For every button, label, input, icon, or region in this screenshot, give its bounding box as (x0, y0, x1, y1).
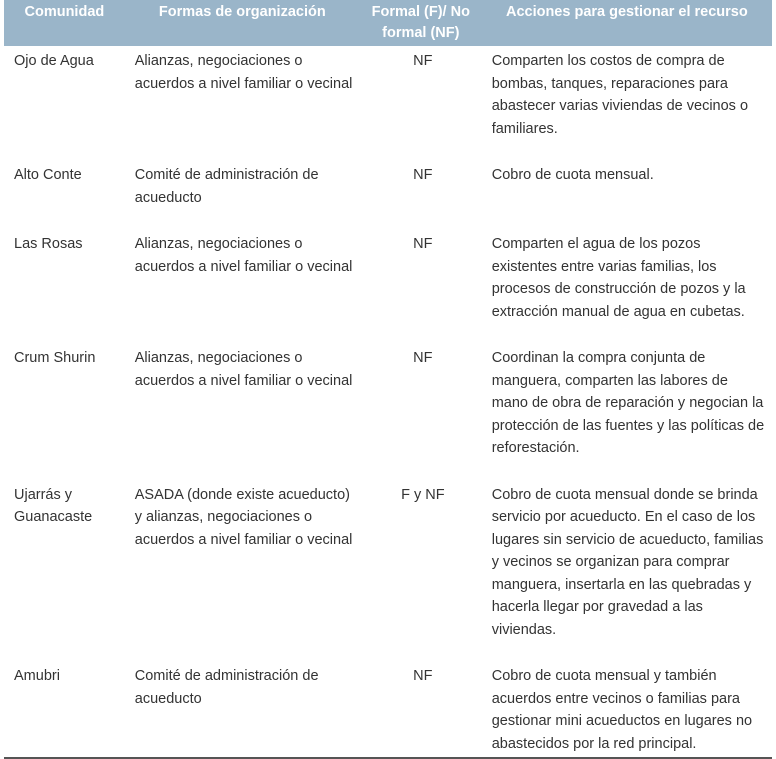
cell-formas: Alianzas, negociaciones o acuerdos a nivel familiar o vecinal (134, 350, 353, 389)
cell-comunidad: Alto Conte (14, 167, 82, 183)
table-row (4, 480, 772, 662)
header-formas: Formas de organización (125, 0, 360, 46)
cell-acciones: Cobro de cuota mensual. (491, 167, 654, 183)
cell-formas: ASADA (donde existe acueducto) y alianzas, negociaciones o acuerdos a nivel familiar o vecinal (134, 486, 353, 548)
header-row (4, 0, 772, 46)
cell-comunidad: Ujarrás y Guanacaste (14, 486, 93, 525)
cell-formas: Alianzas, negociaciones o acuerdos a nivel familiar o vecinal (134, 236, 353, 275)
table-body (4, 46, 772, 758)
cell-acciones: Cobro de cuota mensual y también acuerdos entre vecinos o familias para gestionar mini acueductos en lugares no abastecidos por la red principal. (482, 661, 772, 758)
cell-formal: NF (413, 167, 433, 183)
cell-acciones: Coordinan la compra conjunta de manguera, comparten las labores de mano de obra de reparación y negocian la protección de las fuentes y las políticas de reforestación. (491, 350, 765, 456)
table-row (4, 343, 772, 480)
table-row (4, 229, 772, 343)
table-header (4, 0, 772, 46)
cell-comunidad: Crum Shurin (14, 350, 96, 366)
cell-comunidad: Ojo de Agua (14, 53, 94, 69)
cell-formal: F y NF (401, 486, 445, 503)
organization-table (4, 0, 772, 759)
cell-formas: Comité de administración de acueducto (125, 661, 360, 758)
cell-formal: NF (413, 236, 433, 252)
cell-acciones: Cobro de cuota mensual donde se brinda servicio por acueducto. En el caso de los lugares sin servicio de acueducto, familias y vecinos se organizan para comprar manguera, insertarla en las quebradas y hacerla llegar por gravedad a las viviendas. (491, 486, 764, 638)
cell-formal: NF (360, 661, 482, 758)
table-row (4, 160, 772, 229)
cell-comunidad: Amubri (4, 661, 125, 758)
header-acciones: Acciones para gestionar el recurso (482, 0, 772, 46)
table-row (4, 46, 772, 160)
cell-formal: NF (413, 350, 433, 366)
cell-comunidad: Las Rosas (14, 236, 83, 252)
cell-formas: Comité de administración de acueducto (134, 167, 319, 206)
cell-acciones: Comparten el agua de los pozos existentes entre varias familias, los procesos de construcción de pozos y la extracción manual de agua en cubetas. (491, 236, 746, 320)
table-row (4, 661, 772, 758)
cell-formas: Alianzas, negociaciones o acuerdos a nivel familiar o vecinal (134, 53, 353, 92)
cell-acciones: Comparten los costos de compra de bombas, tanques, reparaciones para abastecer varias viviendas de vecinos o familiares. (491, 53, 749, 137)
cell-formal: NF (413, 53, 433, 69)
header-formal: Formal (F)/ No formal (NF) (360, 0, 482, 46)
header-comunidad: Comunidad (4, 0, 125, 46)
